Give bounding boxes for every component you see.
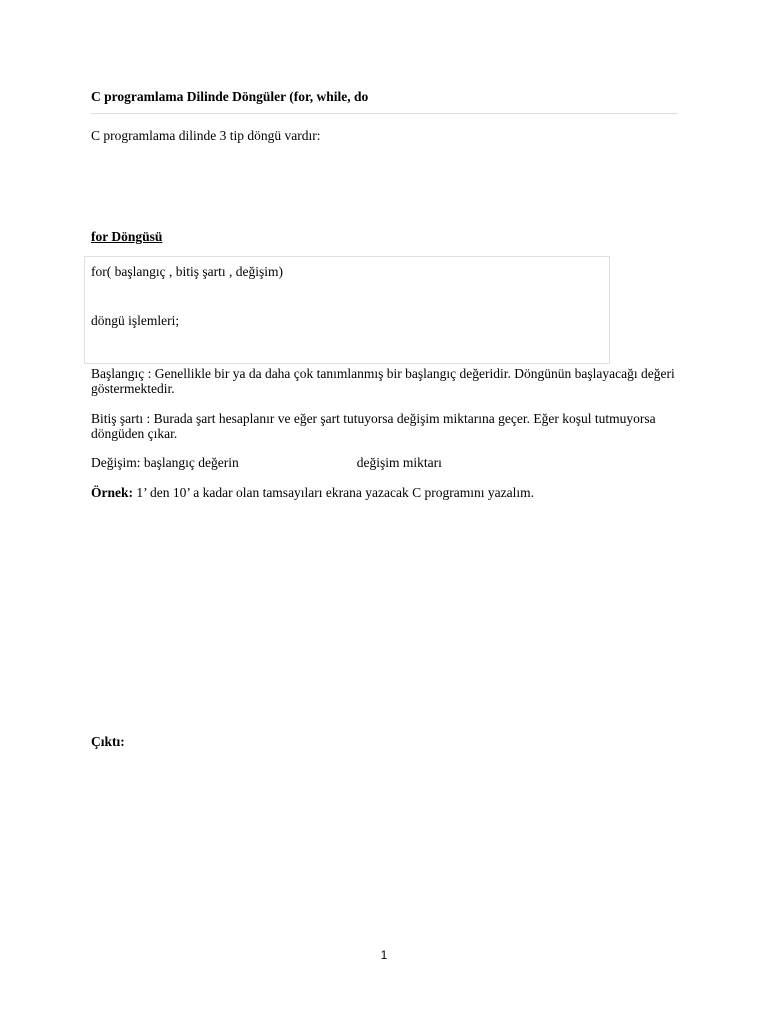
document-title: C programlama Dilinde Döngüler (for, while, do bbox=[91, 89, 369, 104]
degisim-left-text: Değişim: başlangıç değerin bbox=[91, 455, 239, 470]
bitis-paragraph: Bitiş şartı : Burada şart hesaplanır ve eğer şart tutuyorsa değişim miktarına geçer. Eğer koşul tutmuyorsa döngüden çıkar. bbox=[91, 411, 656, 441]
intro-paragraph: C programlama dilinde 3 tip döngü vardır: bbox=[91, 128, 321, 143]
for-loop-heading: for Döngüsü bbox=[91, 229, 163, 244]
example-label: Örnek: bbox=[91, 485, 133, 500]
for-syntax-line: for( başlangıç , bitiş şartı , değişim) bbox=[91, 264, 283, 279]
page-number: 1 bbox=[380, 948, 388, 962]
example-paragraph bbox=[91, 485, 534, 500]
output-heading: Çıktı: bbox=[91, 734, 125, 749]
baslangic-paragraph: Başlangıç : Genellikle bir ya da daha çok tanımlanmış bir başlangıç değeridir. Döngünün başlayacağı değeri göstermektedir. bbox=[91, 366, 675, 396]
degisim-right-text: değişim miktarı bbox=[356, 455, 442, 470]
title-divider bbox=[91, 113, 678, 114]
example-text: 1’ den 10’ a kadar olan tamsayıları ekrana yazacak C programını yazalım. bbox=[133, 485, 534, 500]
loop-body-line: döngü işlemleri; bbox=[91, 313, 180, 328]
degisim-paragraph bbox=[91, 455, 442, 470]
